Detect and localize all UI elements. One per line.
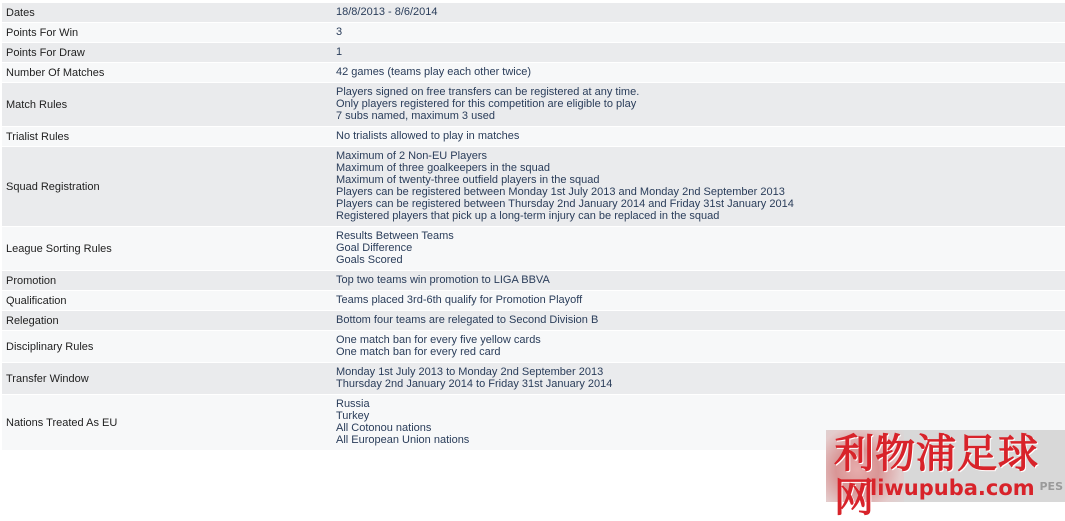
rule-label: Disciplinary Rules <box>6 340 94 353</box>
watermark-site-name: 利物浦足球网 <box>834 431 1039 521</box>
rule-label: Qualification <box>6 294 67 307</box>
watermark-url: liwupuba.com <box>870 476 1035 500</box>
rule-label: Relegation <box>6 314 59 327</box>
rule-values <box>332 3 438 22</box>
rule-label: Points For Draw <box>6 46 85 59</box>
rule-value-line: Players signed on free transfers can be registered at any time. <box>336 86 640 98</box>
rule-value-line: 42 games (teams play each other twice) <box>336 66 532 78</box>
rule-row <box>2 127 1065 147</box>
rule-row <box>2 311 1065 331</box>
rule-values <box>332 395 469 450</box>
rule-value-line: Bottom four teams are relegated to Second Division B <box>336 314 599 326</box>
rule-values <box>332 43 342 62</box>
rule-row <box>2 43 1065 63</box>
rule-values <box>332 63 531 82</box>
rule-value-line: Turkey <box>336 410 370 422</box>
rule-label: Number Of Matches <box>6 66 105 79</box>
rule-values <box>332 23 342 42</box>
rule-label: Squad Registration <box>6 180 100 193</box>
rule-values <box>332 291 582 310</box>
rule-values <box>332 83 639 126</box>
rule-values <box>332 311 598 330</box>
rule-value-line: Thursday 2nd January 2014 to Friday 31st January 2014 <box>336 378 613 390</box>
rule-value-line: Only players registered for this competition are eligible to play <box>336 98 637 110</box>
rule-label: Dates <box>6 6 35 19</box>
rule-value-line: Teams placed 3rd-6th qualify for Promotion Playoff <box>336 294 583 306</box>
rule-value-line: Russia <box>336 398 370 410</box>
rule-value-line: Goals Scored <box>336 254 403 266</box>
rule-row <box>2 23 1065 43</box>
competition-rules-table <box>2 3 1065 451</box>
rule-values <box>332 147 794 226</box>
rule-value-line: Top two teams win promotion to LIGA BBVA <box>336 274 550 286</box>
rule-label: Points For Win <box>6 26 79 39</box>
rule-label: Promotion <box>6 274 57 287</box>
rule-value-line: 18/8/2013 - 8/6/2014 <box>336 6 438 18</box>
rule-row <box>2 63 1065 83</box>
rule-row <box>2 83 1065 127</box>
rule-value-line: One match ban for every red card <box>336 346 501 358</box>
site-watermark <box>826 430 1065 521</box>
rule-row <box>2 147 1065 227</box>
rule-value-line: 3 <box>336 26 343 38</box>
rule-values <box>332 331 541 362</box>
rule-values <box>332 227 454 270</box>
rule-label: Transfer Window <box>6 372 89 385</box>
rule-row <box>2 331 1065 363</box>
rule-value-line: Maximum of 2 Non-EU Players <box>336 150 487 162</box>
rule-value-line: Monday 1st July 2013 to Monday 2nd September 2013 <box>336 366 604 378</box>
rule-value-line: Players can be registered between Thursday 2nd January 2014 and Friday 31st January 2014 <box>336 198 794 210</box>
rule-value-line: Maximum of twenty-three outfield players in the squad <box>336 174 600 186</box>
rule-label: Trialist Rules <box>6 130 70 143</box>
rule-label: Match Rules <box>6 98 68 111</box>
rule-label: League Sorting Rules <box>6 242 112 255</box>
watermark-corner-text: PES <box>1039 480 1063 493</box>
rule-value-line: All Cotonou nations <box>336 422 432 434</box>
rule-value-line: Players can be registered between Monday 1st July 2013 and Monday 2nd September 2013 <box>336 186 785 198</box>
rule-row <box>2 291 1065 311</box>
rule-values <box>332 271 550 290</box>
rule-values <box>332 363 612 394</box>
rule-value-line: Goal Difference <box>336 242 413 254</box>
rule-value-line: Maximum of three goalkeepers in the squad <box>336 162 551 174</box>
rule-row <box>2 227 1065 271</box>
rule-row <box>2 271 1065 291</box>
rule-value-line: One match ban for every five yellow cards <box>336 334 541 346</box>
rule-label: Nations Treated As EU <box>6 416 118 429</box>
rule-values <box>332 127 519 146</box>
rule-value-line: 1 <box>336 46 343 58</box>
rule-row <box>2 363 1065 395</box>
rule-value-line: No trialists allowed to play in matches <box>336 130 520 142</box>
rule-row <box>2 3 1065 23</box>
rule-value-line: 7 subs named, maximum 3 used <box>336 110 495 122</box>
rule-value-line: All European Union nations <box>336 434 470 446</box>
rule-value-line: Registered players that pick up a long-term injury can be replaced in the squad <box>336 210 720 222</box>
rule-value-line: Results Between Teams <box>336 230 454 242</box>
